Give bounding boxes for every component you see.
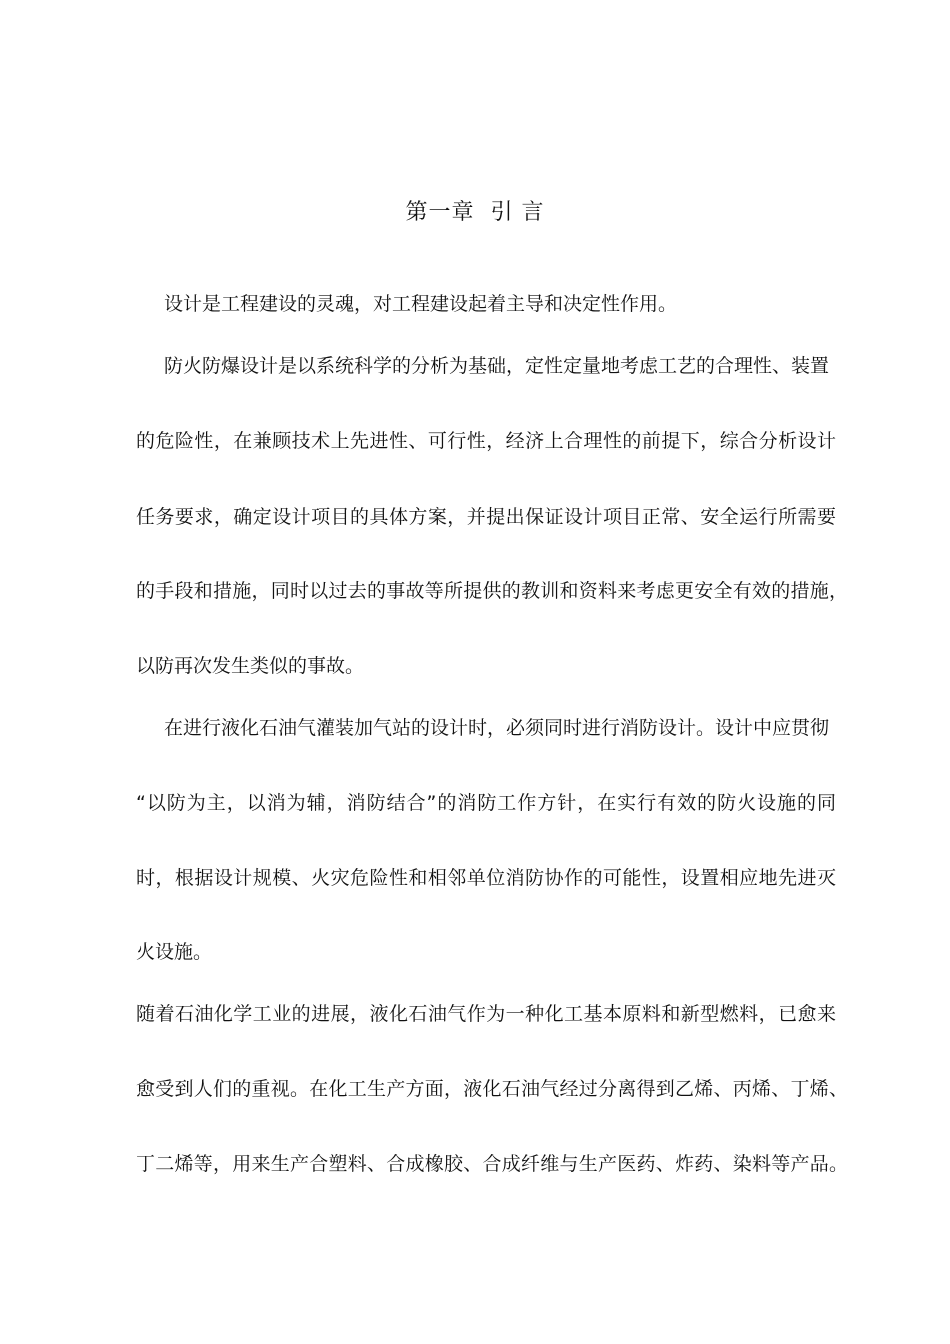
paragraph-3-line-2: “以防为主，以消为辅，消防结合”的消防工作方针，在实行有效的防火设施的同 — [136, 792, 836, 814]
paragraph-4-line-2: 愈受到人们的重视。在化工生产方面，液化石油气经过分离得到乙烯、丙烯、丁烯、 — [136, 1078, 848, 1100]
paragraph-4-line-1: 随着石油化学工业的进展，液化石油气作为一种化工基本原料和新型燃料，已愈来 — [136, 1003, 836, 1025]
paragraph-2-line-4: 的手段和措施，同时以过去的事故等所提供的教训和资料来考虑更安全有效的措施， — [136, 580, 848, 602]
paragraph-2-line-5: 以防再次发生类似的事故。 — [136, 655, 365, 677]
paragraph-2-line-2: 的危险性，在兼顾技术上先进性、可行性，经济上合理性的前提下，综合分析设计 — [136, 430, 836, 452]
chapter-title: 第一章 引 言 — [405, 200, 545, 225]
paragraph-2-line-1: 防火防爆设计是以系统科学的分析为基础，定性定量地考虑工艺的合理性、装置 — [164, 355, 830, 377]
paragraph-2-line-3: 任务要求，确定设计项目的具体方案，并提出保证设计项目正常、安全运行所需要 — [136, 506, 836, 528]
paragraph-3-line-3: 时，根据设计规模、火灾危险性和相邻单位消防协作的可能性，设置相应地先进灭 — [136, 867, 836, 889]
paragraph-3-line-4: 火设施。 — [136, 941, 213, 963]
paragraph-1-line-1: 设计是工程建设的灵魂，对工程建设起着主导和决定性作用。 — [164, 293, 678, 315]
paragraph-4-line-3: 丁二烯等，用来生产合塑料、合成橡胶、合成纤维与生产医药、炸药、染料等产品。 — [136, 1153, 848, 1175]
paragraph-3-line-1: 在进行液化石油气灌装加气站的设计时，必须同时进行消防设计。设计中应贯彻 — [164, 717, 830, 739]
